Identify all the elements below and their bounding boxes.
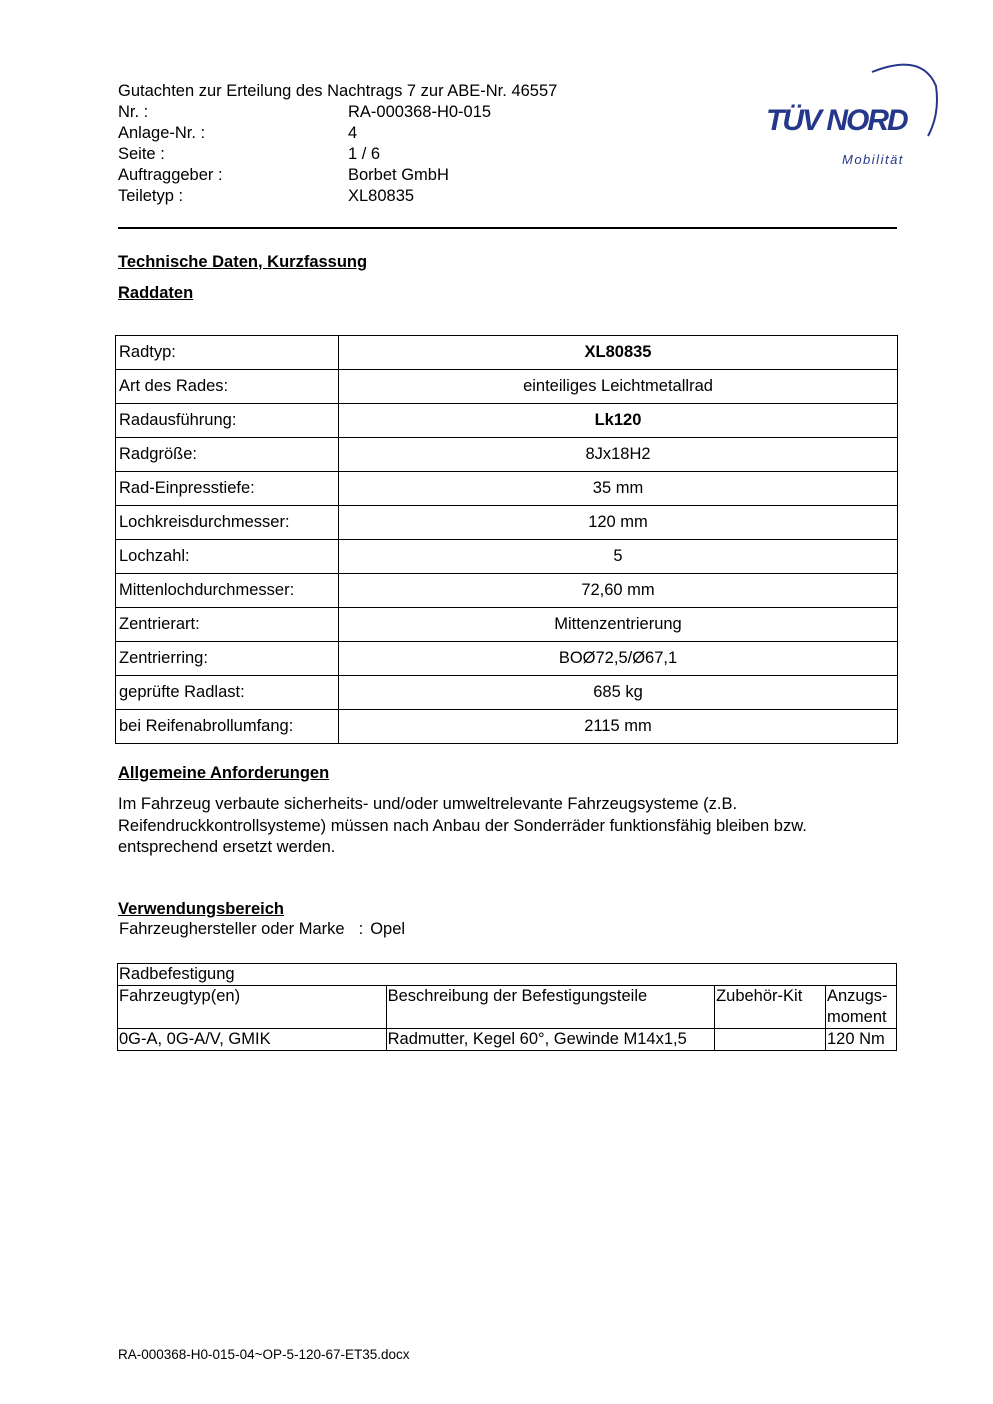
heading-technische-daten: Technische Daten, Kurzfassung xyxy=(118,253,368,271)
manufacturer-separator: : xyxy=(358,920,364,938)
header-row-auftraggeber xyxy=(118,165,557,186)
header-value: RA-000368-H0-015 xyxy=(348,103,492,121)
table-cell: Radmutter, Kegel 60°, Gewinde M14x1,5 xyxy=(386,1029,714,1051)
table-row xyxy=(116,642,898,676)
manufacturer-line xyxy=(118,920,405,939)
table-row xyxy=(116,336,898,370)
table-row xyxy=(116,710,898,744)
table-cell: 120 Nm xyxy=(826,1029,897,1051)
manufacturer-value: Opel xyxy=(370,920,406,938)
logo-wordmark: TÜV NORD xyxy=(766,104,907,137)
row-value: einteiliges Leichtmetallrad xyxy=(339,370,898,404)
column-header xyxy=(826,986,897,1029)
table-title-row xyxy=(118,964,897,986)
table-row xyxy=(116,370,898,404)
allgemein-paragraph: Im Fahrzeug verbaute sicherheits- und/oder umweltrelevante Fahrzeugsysteme (z.B. Reifendruckkontrollsysteme) müssen nach Anbau der Sonderräder funktionsfähig bleiben bzw. entsprechend ersetzt werden. xyxy=(118,795,807,856)
row-value: 35 mm xyxy=(339,472,898,506)
row-value: XL80835 xyxy=(339,336,898,370)
row-label: Radtyp: xyxy=(116,336,339,370)
header-value: XL80835 xyxy=(348,187,415,205)
header-row-seite xyxy=(118,144,557,165)
row-value: 685 kg xyxy=(339,676,898,710)
table-cell xyxy=(715,1029,826,1051)
manufacturer-label: Fahrzeughersteller oder Marke xyxy=(119,920,345,938)
header-divider xyxy=(118,227,897,229)
column-header: Zubehör-Kit xyxy=(715,986,826,1029)
logo-subtitle: Mobilität xyxy=(842,152,904,167)
row-value: 2115 mm xyxy=(339,710,898,744)
row-label: Radgröße: xyxy=(116,438,339,472)
header-value: Borbet GmbH xyxy=(348,166,449,184)
table-row xyxy=(116,540,898,574)
table-row xyxy=(116,574,898,608)
fitting-table xyxy=(117,963,897,1051)
row-label: geprüfte Radlast: xyxy=(116,676,339,710)
header-row-teiletyp xyxy=(118,186,557,207)
column-header-text: Anzugs-moment xyxy=(827,987,888,1026)
table-cell: 0G-A, 0G-A/V, GMIK xyxy=(118,1029,387,1051)
table-row xyxy=(118,1029,897,1051)
document-header xyxy=(118,81,557,207)
column-header: Fahrzeugtyp(en) xyxy=(118,986,387,1029)
row-value: 72,60 mm xyxy=(339,574,898,608)
row-label: Zentrierart: xyxy=(116,608,339,642)
wheel-data-table xyxy=(115,335,898,744)
header-label: Nr. : xyxy=(118,103,149,121)
header-title: Gutachten zur Erteilung des Nachtrags 7 zur ABE-Nr. 46557 xyxy=(118,82,558,100)
header-value: 1 / 6 xyxy=(348,145,381,163)
row-label: Lochkreisdurchmesser: xyxy=(116,506,339,540)
row-label: Mittenlochdurchmesser: xyxy=(116,574,339,608)
row-value: 8Jx18H2 xyxy=(339,438,898,472)
table-row xyxy=(116,438,898,472)
row-value: 120 mm xyxy=(339,506,898,540)
header-label: Anlage-Nr. : xyxy=(118,124,206,142)
header-row-nr xyxy=(118,102,557,123)
table-row xyxy=(116,404,898,438)
tuv-nord-logo xyxy=(762,56,942,176)
table-row xyxy=(116,506,898,540)
row-label: Lochzahl: xyxy=(116,540,339,574)
row-value: BOØ72,5/Ø67,1 xyxy=(339,642,898,676)
table-row xyxy=(116,472,898,506)
row-value: Lk120 xyxy=(339,404,898,438)
row-label: Zentrierring: xyxy=(116,642,339,676)
row-value: 5 xyxy=(339,540,898,574)
table-row xyxy=(116,676,898,710)
row-label: Art des Rades: xyxy=(116,370,339,404)
row-label: Radausführung: xyxy=(116,404,339,438)
row-value: Mittenzentrierung xyxy=(339,608,898,642)
header-value: 4 xyxy=(348,124,358,142)
row-label: bei Reifenabrollumfang: xyxy=(116,710,339,744)
header-label: Auftraggeber : xyxy=(118,166,223,184)
table-title: Radbefestigung xyxy=(118,964,897,986)
header-label: Teiletyp : xyxy=(118,187,184,205)
table-header-row xyxy=(118,986,897,1029)
heading-allgemeine-anforderungen: Allgemeine Anforderungen xyxy=(118,764,330,782)
table-row xyxy=(116,608,898,642)
column-header: Beschreibung der Befestigungsteile xyxy=(386,986,714,1029)
header-label: Seite : xyxy=(118,145,165,163)
header-row-anlage xyxy=(118,123,557,144)
heading-raddaten: Raddaten xyxy=(118,284,194,302)
footer-filename: RA-000368-H0-015-04~OP-5-120-67-ET35.docx xyxy=(118,1347,410,1362)
row-label: Rad-Einpresstiefe: xyxy=(116,472,339,506)
heading-verwendungsbereich: Verwendungsbereich xyxy=(118,900,284,918)
